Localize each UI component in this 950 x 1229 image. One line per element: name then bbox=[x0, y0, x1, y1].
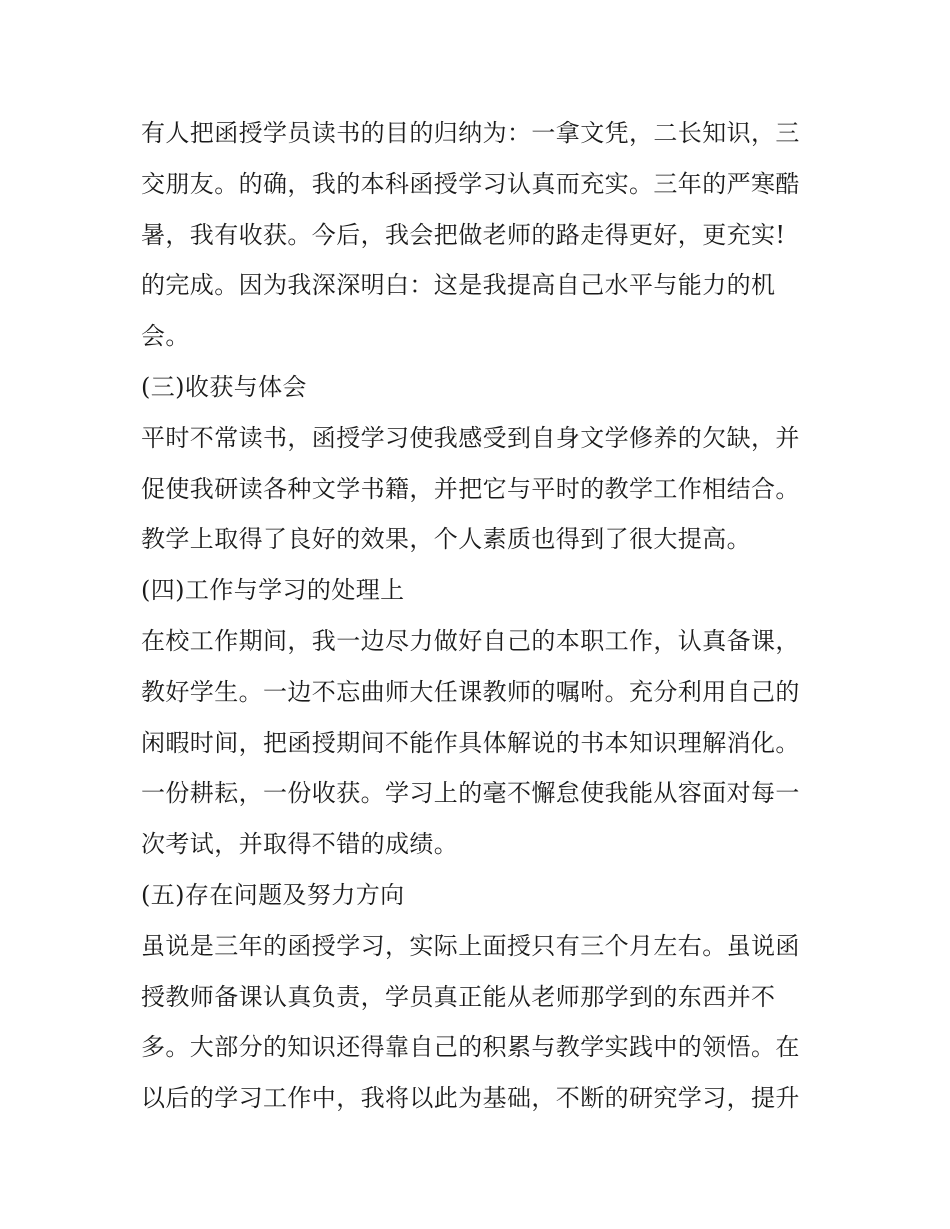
section-heading-4: (四)工作与学习的处理上 bbox=[141, 576, 405, 605]
text-line: 的完成。因为我深深明白：这是我提高自己水平与能力的机 bbox=[141, 271, 776, 300]
section-heading-5: (五)存在问题及努力方向 bbox=[141, 880, 405, 909]
document-body bbox=[141, 108, 821, 1124]
section-heading-3: (三)收获与体会 bbox=[141, 372, 307, 401]
text-line: 有人把函授学员读书的目的归纳为：一拿文凭，二长知识，三 bbox=[141, 119, 800, 147]
text-line: 次考试，并取得不错的成绩。 bbox=[141, 830, 459, 859]
text-line: 教好学生。一边不忘曲师大任课教师的嘱咐。充分利用自己的 bbox=[141, 677, 800, 706]
text-line: 交朋友。的确，我的本科函授学习认真而充实。三年的严寒酷 bbox=[141, 169, 800, 198]
text-line: 在校工作期间，我一边尽力做好自己的本职工作，认真备课， bbox=[141, 626, 800, 655]
text-line: 促使我研读各种文学书籍，并把它与平时的教学工作相结合。 bbox=[141, 474, 800, 503]
text-line: 虽说是三年的函授学习，实际上面授只有三个月左右。虽说函 bbox=[141, 931, 800, 960]
text-line: 平时不常读书，函授学习使我感受到自身文学修养的欠缺，并 bbox=[141, 423, 800, 452]
text-line: 以后的学习工作中，我将以此为基础，不断的研究学习，提升 bbox=[141, 1084, 800, 1113]
text-line: 闲暇时间，把函授期间不能作具体解说的书本知识理解消化。 bbox=[141, 728, 800, 757]
text-line: 授教师备课认真负责，学员真正能从老师那学到的东西并不 bbox=[141, 982, 776, 1011]
text-line: 多。大部分的知识还得靠自己的积累与教学实践中的领悟。在 bbox=[141, 1033, 800, 1062]
text-line: 暑，我有收获。今后，我会把做老师的路走得更好，更充实! bbox=[141, 220, 786, 249]
text-line: 一份耕耘，一份收获。学习上的毫不懈怠使我能从容面对每一 bbox=[141, 779, 800, 808]
text-line: 会。 bbox=[141, 322, 190, 351]
text-line: 教学上取得了良好的效果，个人素质也得到了很大提高。 bbox=[141, 525, 751, 554]
